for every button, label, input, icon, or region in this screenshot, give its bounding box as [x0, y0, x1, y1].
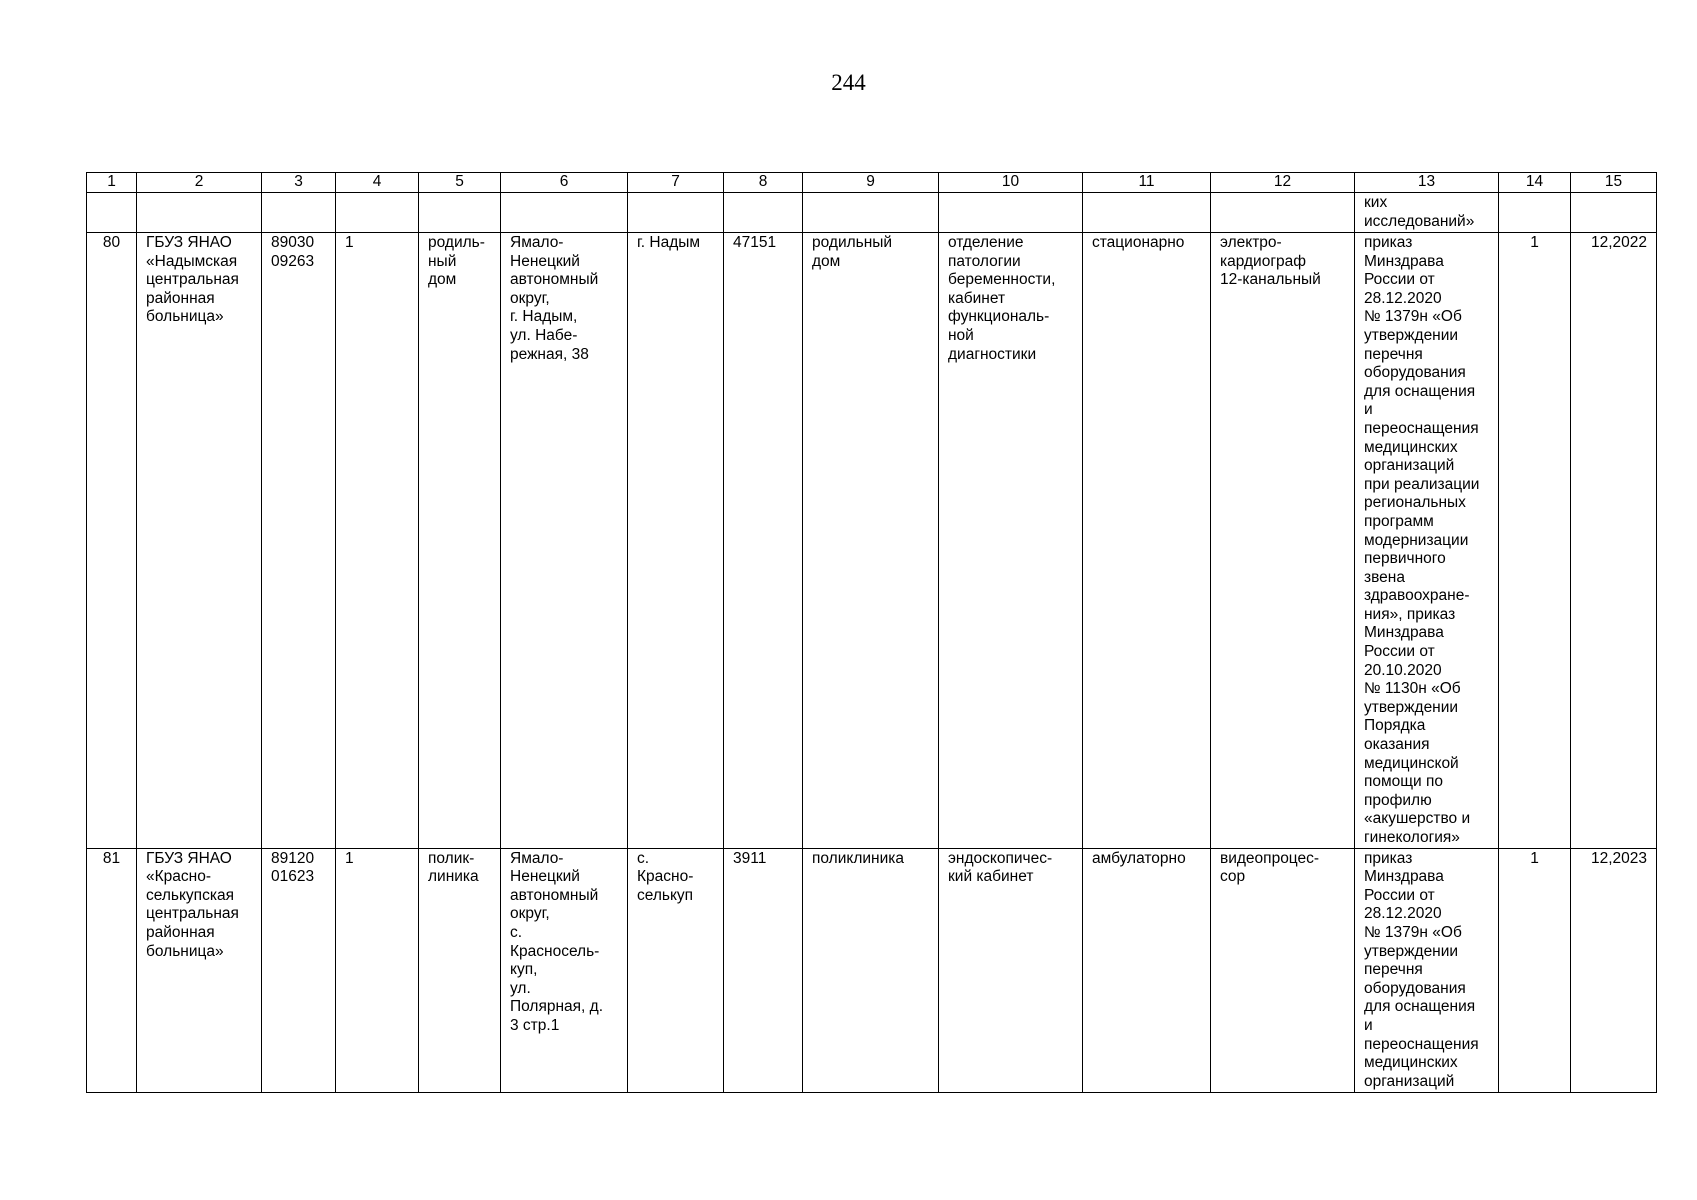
legal-basis-text: приказ Минздрава России от 28.12.2020 № 1379н «Об утверждении перечня оборудования для оснащения и переоснащения медицинских организаций при реализации региональных программ модернизации первичного звена здравоохране- ния», приказ Минздрава России от 20.10.2020 № 1130н «Об утверждении Порядка оказания медицинской помощи по профилю «акушерство и гинекология» [1355, 233, 1499, 849]
column-header: 11 [1083, 173, 1211, 193]
continuation-row [87, 193, 1657, 233]
table-cell [628, 193, 724, 233]
equipment-name: электро- кардиограф 12-канальный [1211, 233, 1355, 849]
deadline: 12,2023 [1571, 848, 1657, 1092]
care-mode: стационарно [1083, 233, 1211, 849]
column-header: 8 [724, 173, 803, 193]
quantity: 1 [1499, 233, 1571, 849]
table-cell [939, 193, 1083, 233]
column-header: 5 [419, 173, 501, 193]
column-header: 3 [262, 173, 336, 193]
address: Ямало- Ненецкий автономный округ, с. Красносель- куп, ул. Полярная, д. 3 стр.1 [501, 848, 628, 1092]
population-code: 47151 [724, 233, 803, 849]
row-number: 80 [87, 233, 137, 849]
facility-type: родиль- ный дом [419, 233, 501, 849]
table-cell [1499, 193, 1571, 233]
locality: с. Красно- селькуп [628, 848, 724, 1092]
care-mode: амбулаторно [1083, 848, 1211, 1092]
table-cell [1355, 193, 1499, 233]
count-cell: 1 [336, 848, 419, 1092]
table-cell [336, 193, 419, 233]
organization-name: ГБУЗ ЯНАО «Красно- селькупская центральная районная больница» [137, 848, 262, 1092]
subdivision: родильный дом [803, 233, 939, 849]
count-cell: 1 [336, 233, 419, 849]
table-row [87, 233, 1657, 849]
table-cell [724, 193, 803, 233]
table-cell [262, 193, 336, 233]
department: эндоскопичес- кий кабинет [939, 848, 1083, 1092]
table-cell [501, 193, 628, 233]
column-header: 14 [1499, 173, 1571, 193]
column-header: 1 [87, 173, 137, 193]
deadline: 12,2022 [1571, 233, 1657, 849]
table-cell [1211, 193, 1355, 233]
locality: г. Надым [628, 233, 724, 849]
table-header-row [87, 173, 1657, 193]
department: отделение патологии беременности, кабинет функциональ- ной диагностики [939, 233, 1083, 849]
organization-name: ГБУЗ ЯНАО «Надымская центральная районная больница» [137, 233, 262, 849]
subdivision: поликлиника [803, 848, 939, 1092]
table-row [87, 848, 1657, 1092]
legal-basis-text: ких исследований» [1364, 194, 1475, 230]
column-header: 6 [501, 173, 628, 193]
address: Ямало- Ненецкий автономный округ, г. Надым, ул. Набе- режная, 38 [501, 233, 628, 849]
table-cell [137, 193, 262, 233]
row-number: 81 [87, 848, 137, 1092]
equipment-name: видеопроцес- сор [1211, 848, 1355, 1092]
inn-code: 89120 01623 [262, 848, 336, 1092]
quantity: 1 [1499, 848, 1571, 1092]
equipment-table [86, 172, 1657, 1093]
page-number: 244 [831, 70, 866, 95]
column-header: 7 [628, 173, 724, 193]
population-code: 3911 [724, 848, 803, 1092]
column-header: 10 [939, 173, 1083, 193]
table-cell [87, 193, 137, 233]
legal-basis-text: приказ Минздрава России от 28.12.2020 № 1379н «Об утверждении перечня оборудования для оснащения и переоснащения медицинских организаций [1355, 848, 1499, 1092]
table-cell [1083, 193, 1211, 233]
inn-code: 89030 09263 [262, 233, 336, 849]
table-cell [419, 193, 501, 233]
column-header: 4 [336, 173, 419, 193]
column-header: 13 [1355, 173, 1499, 193]
table-cell [803, 193, 939, 233]
table-cell [1571, 193, 1657, 233]
column-header: 9 [803, 173, 939, 193]
column-header: 12 [1211, 173, 1355, 193]
facility-type: полик- линика [419, 848, 501, 1092]
column-header: 2 [137, 173, 262, 193]
column-header: 15 [1571, 173, 1657, 193]
